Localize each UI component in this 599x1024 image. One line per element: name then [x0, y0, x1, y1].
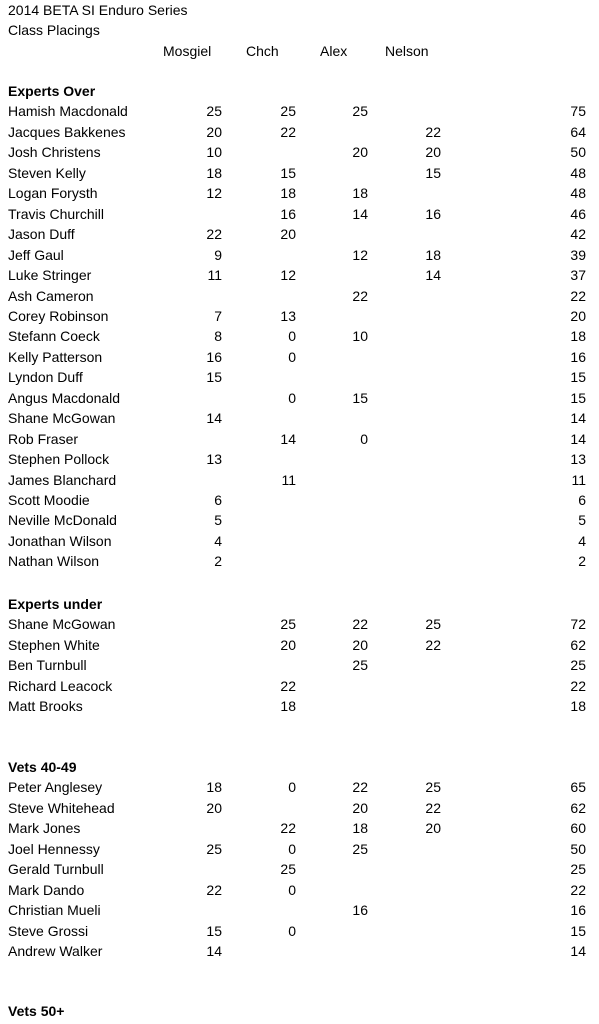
total-points: 60: [570, 820, 586, 837]
chch-points: 25: [280, 616, 296, 633]
rider-name: Christian Mueli: [8, 902, 101, 919]
mosgiel-points: 13: [206, 451, 222, 468]
table-row: [0, 183, 599, 203]
rider-name: Kelly Patterson: [8, 348, 103, 365]
rider-name: Jacques Bakkenes: [8, 123, 126, 140]
rider-name: Steve Grossi: [8, 922, 89, 939]
alex-points: 22: [352, 779, 368, 796]
mosgiel-points: 9: [214, 246, 222, 263]
section-title: Vets 40-49: [8, 759, 77, 775]
total-points: 64: [570, 123, 586, 140]
mosgiel-points: 4: [214, 532, 222, 549]
rider-name: Rob Fraser: [8, 430, 79, 447]
mosgiel-points: 14: [206, 943, 222, 960]
table-row: [0, 490, 599, 510]
alex-points: 25: [352, 657, 368, 674]
rider-name: Ben Turnbull: [8, 657, 87, 674]
table-row: [0, 142, 599, 162]
table-row: [0, 326, 599, 346]
mosgiel-points: 5: [214, 512, 222, 529]
rider-name: Ash Cameron: [8, 287, 94, 304]
mosgiel-points: 20: [206, 799, 222, 816]
total-points: 48: [570, 164, 586, 181]
rider-name: James Blanchard: [8, 471, 117, 488]
total-points: 16: [570, 348, 586, 365]
rider-name: Angus Macdonald: [8, 389, 121, 406]
total-points: 48: [570, 185, 586, 202]
mosgiel-points: 15: [206, 922, 222, 939]
section-title: Experts Over: [8, 83, 96, 99]
rider-name: Richard Leacock: [8, 677, 113, 694]
rider-name: Mark Dando: [8, 881, 85, 898]
table-row: [0, 880, 599, 900]
mosgiel-points: 2: [214, 553, 222, 570]
mosgiel-points: 11: [207, 267, 222, 284]
total-points: 37: [570, 267, 586, 284]
chch-points: 20: [280, 226, 296, 243]
rider-name: Nathan Wilson: [8, 553, 100, 570]
total-points: 75: [570, 103, 586, 120]
rider-name: Steven Kelly: [8, 164, 86, 181]
mosgiel-points: 25: [206, 840, 222, 857]
mosgiel-points: 18: [206, 779, 222, 796]
alex-points: 20: [352, 144, 368, 161]
rider-name: Shane McGowan: [8, 410, 116, 427]
chch-points: 0: [288, 328, 296, 345]
total-points: 13: [570, 451, 586, 468]
rider-name: Jonathan Wilson: [8, 532, 112, 549]
mosgiel-points: 22: [206, 881, 222, 898]
total-points: 65: [570, 779, 586, 796]
alex-points: 14: [352, 205, 368, 222]
total-points: 22: [570, 677, 586, 694]
rider-name: Mark Jones: [8, 820, 81, 837]
total-points: 15: [570, 369, 586, 386]
rider-name: Peter Anglesey: [8, 779, 103, 796]
chch-points: 22: [280, 123, 296, 140]
chch-points: 0: [288, 389, 296, 406]
chch-points: 0: [288, 348, 296, 365]
table-row: [0, 777, 599, 797]
total-points: 25: [570, 657, 586, 674]
table-row: [0, 286, 599, 306]
mosgiel-points: 18: [206, 164, 222, 181]
alex-points: 25: [352, 840, 368, 857]
table-row: [0, 265, 599, 285]
total-points: 50: [570, 144, 586, 161]
nelson-points: 20: [425, 820, 441, 837]
total-points: 25: [570, 861, 586, 878]
alex-points: 0: [360, 430, 368, 447]
total-points: 22: [570, 287, 586, 304]
chch-points: 16: [280, 205, 296, 222]
chch-points: 15: [280, 164, 296, 181]
total-points: 50: [570, 840, 586, 857]
mosgiel-points: 6: [214, 492, 222, 508]
rider-name: Shane McGowan: [8, 616, 116, 633]
chch-points: 25: [280, 861, 296, 878]
table-row: [0, 655, 599, 675]
nelson-points: 25: [425, 779, 441, 796]
mosgiel-points: 7: [214, 307, 222, 324]
mosgiel-points: 10: [206, 144, 222, 161]
table-row: [0, 941, 599, 961]
alex-points: 22: [352, 287, 368, 304]
alex-points: 10: [352, 328, 368, 345]
rider-name: Neville McDonald: [8, 512, 117, 529]
column-header-nelson: Nelson: [385, 43, 429, 59]
total-points: 22: [570, 881, 586, 898]
rider-name: Scott Moodie: [8, 492, 90, 508]
total-points: 4: [578, 532, 586, 549]
alex-points: 12: [352, 246, 368, 263]
chch-points: 0: [288, 779, 296, 796]
table-row: [0, 676, 599, 696]
rider-name: Stephen Pollock: [8, 451, 110, 468]
table-row: [0, 696, 599, 716]
column-header-chch: Chch: [246, 43, 279, 59]
table-row: [0, 388, 599, 408]
document-title: 2014 BETA SI Enduro Series: [8, 2, 188, 18]
chch-points: 22: [280, 820, 296, 837]
rider-name: Luke Stringer: [8, 267, 92, 284]
total-points: 11: [571, 471, 586, 488]
total-points: 72: [570, 616, 586, 633]
alex-points: 20: [352, 636, 368, 653]
chch-points: 14: [280, 430, 296, 447]
nelson-points: 16: [425, 205, 441, 222]
rider-name: Joel Hennessy: [8, 840, 100, 857]
table-row: [0, 470, 599, 490]
chch-points: 18: [280, 698, 296, 715]
table-row: [0, 510, 599, 530]
total-points: 20: [570, 307, 586, 324]
total-points: 15: [570, 922, 586, 939]
chch-points: 12: [280, 267, 296, 284]
table-row: [0, 921, 599, 941]
mosgiel-points: 22: [206, 226, 222, 243]
table-row: [0, 818, 599, 838]
document-subtitle: Class Placings: [8, 22, 100, 38]
rider-name: Josh Christens: [8, 144, 101, 161]
table-row: [0, 635, 599, 655]
total-points: 39: [570, 246, 586, 263]
rider-name: Stephen White: [8, 636, 100, 653]
section-title: Experts under: [8, 596, 103, 612]
nelson-points: 15: [425, 164, 441, 181]
total-points: 14: [570, 943, 586, 960]
table-row: [0, 798, 599, 818]
rider-name: Logan Forysth: [8, 185, 98, 202]
rider-name: Matt Brooks: [8, 698, 83, 715]
rider-name: Stefann Coeck: [8, 328, 100, 345]
alex-points: 22: [352, 616, 368, 633]
table-row: [0, 122, 599, 142]
table-row: [0, 614, 599, 634]
column-header-mosgiel: Mosgiel: [163, 43, 212, 59]
mosgiel-points: 16: [206, 348, 222, 365]
chch-points: 13: [280, 307, 296, 324]
nelson-points: 22: [425, 636, 441, 653]
column-header-alex: Alex: [320, 43, 348, 59]
mosgiel-points: 14: [206, 410, 222, 427]
alex-points: 25: [352, 103, 368, 120]
table-row: [0, 347, 599, 367]
section-title: Vets 50+: [8, 1003, 65, 1019]
table-row: [0, 204, 599, 224]
total-points: 2: [578, 553, 586, 570]
chch-points: 18: [280, 185, 296, 202]
rider-name: Hamish Macdonald: [8, 103, 128, 120]
table-row: [0, 367, 599, 387]
table-row: [0, 531, 599, 551]
rider-name: Corey Robinson: [8, 307, 109, 324]
chch-points: 0: [288, 840, 296, 857]
mosgiel-points: 15: [206, 369, 222, 386]
nelson-points: 18: [425, 246, 441, 263]
alex-points: 15: [352, 389, 368, 406]
rider-name: Steve Whitehead: [8, 799, 115, 816]
total-points: 18: [570, 698, 586, 715]
nelson-points: 22: [425, 123, 441, 140]
nelson-points: 25: [425, 616, 441, 633]
rider-name: Jason Duff: [8, 226, 75, 243]
table-row: [0, 101, 599, 121]
mosgiel-points: 12: [206, 185, 222, 202]
rider-name: Lyndon Duff: [8, 369, 83, 386]
table-row: [0, 551, 599, 571]
rider-name: Travis Churchill: [8, 205, 104, 222]
total-points: 18: [570, 328, 586, 345]
chch-points: 22: [280, 677, 296, 694]
table-row: [0, 839, 599, 859]
nelson-points: 14: [425, 267, 441, 284]
rider-name: Andrew Walker: [8, 943, 103, 960]
chch-points: 20: [280, 636, 296, 653]
total-points: 62: [570, 636, 586, 653]
total-points: 16: [570, 902, 586, 919]
rider-name: Jeff Gaul: [8, 246, 64, 263]
alex-points: 16: [352, 902, 368, 919]
table-row: [0, 449, 599, 469]
table-row: [0, 245, 599, 265]
mosgiel-points: 20: [206, 123, 222, 140]
mosgiel-points: 25: [206, 103, 222, 120]
total-points: 15: [570, 389, 586, 406]
table-row: [0, 306, 599, 326]
total-points: 42: [570, 226, 586, 243]
total-points: 46: [570, 205, 586, 222]
total-points: 62: [570, 799, 586, 816]
total-points: 5: [578, 512, 586, 529]
alex-points: 18: [352, 185, 368, 202]
chch-points: 0: [288, 881, 296, 898]
alex-points: 20: [352, 799, 368, 816]
nelson-points: 20: [425, 144, 441, 161]
table-row: [0, 163, 599, 183]
table-row: [0, 408, 599, 428]
table-row: [0, 859, 599, 879]
total-points: 6: [578, 492, 586, 508]
table-row: [0, 224, 599, 244]
total-points: 14: [570, 430, 586, 447]
nelson-points: 22: [425, 799, 441, 816]
chch-points: 25: [280, 103, 296, 120]
table-row: [0, 900, 599, 920]
chch-points: 11: [281, 471, 296, 488]
chch-points: 0: [288, 922, 296, 939]
table-row: [0, 429, 599, 449]
total-points: 14: [570, 410, 586, 427]
alex-points: 18: [352, 820, 368, 837]
mosgiel-points: 8: [214, 328, 222, 345]
rider-name: Gerald Turnbull: [8, 861, 104, 878]
